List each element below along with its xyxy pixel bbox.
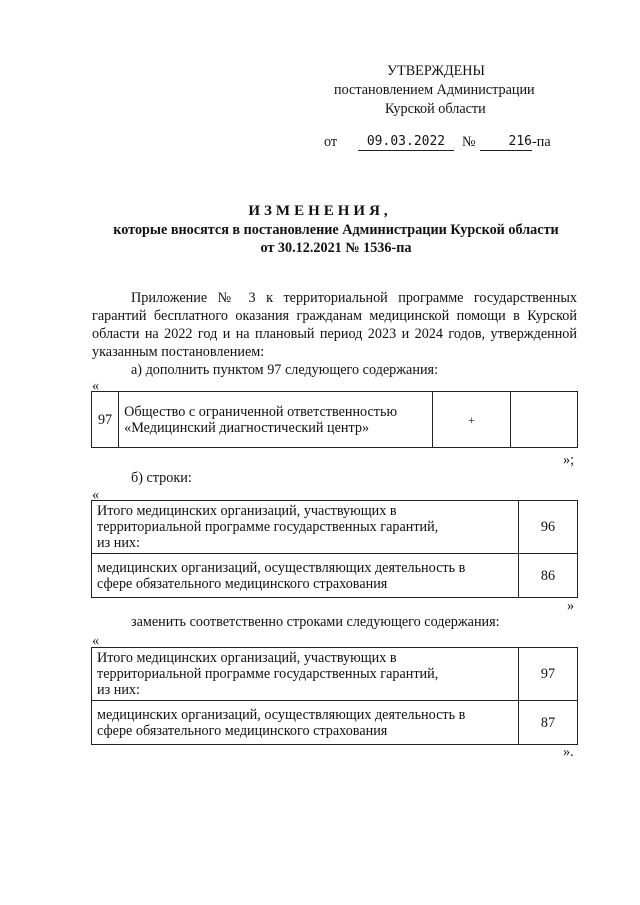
org-name-line-2: «Медицинский диагностический центр» — [124, 419, 370, 436]
org-name-line-1: Общество с ограниченной ответственностью — [124, 403, 398, 420]
row-label-line: из них: — [97, 535, 140, 551]
table-c-row2-value: 87 — [519, 701, 578, 745]
table-a-empty-cell — [510, 392, 577, 448]
row-label-line: медицинских организаций, осуществляющих деятельность в — [97, 559, 466, 576]
approval-date-row — [324, 134, 564, 154]
close-quote-c: ». — [563, 744, 574, 760]
table-row — [92, 554, 578, 598]
table-c-row1-label — [92, 648, 519, 701]
intro-line-1: Приложение № 3 к территориальной программе государственных — [131, 290, 577, 306]
table-b-row1-value: 96 — [519, 501, 578, 554]
table-a-mark: + — [433, 392, 510, 448]
table-row — [92, 501, 578, 554]
open-quote-a: « — [92, 378, 100, 394]
table-c — [91, 647, 578, 745]
row-label-line: Итого медицинских организаций, участвующих в — [97, 650, 397, 666]
close-quote-b: » — [567, 598, 575, 614]
document-title: ИЗМЕНЕНИЯ, — [248, 203, 392, 219]
approval-date: 09.03.2022 — [358, 134, 454, 151]
table-c-row2-label — [92, 701, 519, 745]
table-b-row2-label — [92, 554, 519, 598]
row-label-line: сфере обязательного медицинского страхования — [97, 575, 388, 592]
item-b-text: б) строки: — [131, 470, 192, 486]
from-label: от — [324, 134, 338, 150]
table-row — [92, 701, 578, 745]
replace-text: заменить соответственно строками следующего содержания: — [131, 614, 500, 630]
row-label-line: территориальной программе государственных гарантий, — [97, 666, 439, 682]
table-a — [91, 391, 578, 448]
table-b — [91, 500, 578, 598]
open-quote-c: « — [92, 633, 100, 649]
table-b-row1-label — [92, 501, 519, 554]
close-quote-a: »; — [563, 452, 575, 468]
open-quote-b: « — [92, 487, 100, 503]
row-label-line: из них: — [97, 682, 140, 698]
approved-heading: УТВЕРЖДЕНЫ — [387, 63, 485, 79]
title-line-2: от 30.12.2021 № 1536-па — [260, 240, 412, 256]
table-a-org-name — [119, 392, 433, 448]
title-line-1: которые вносятся в постановление Администрации Курской области — [113, 222, 559, 238]
table-c-row1-value: 97 — [519, 648, 578, 701]
row-label-line: территориальной программе государственных гарантий, — [97, 519, 439, 535]
row-label-line: Итого медицинских организаций, участвующих в — [97, 503, 397, 519]
number-suffix: -па — [532, 134, 551, 150]
intro-line-4: указанным постановлением: — [92, 344, 265, 360]
table-b-row2-value: 86 — [519, 554, 578, 598]
number-label: № — [462, 134, 476, 150]
item-a-text: а) дополнить пунктом 97 следующего содержания: — [131, 362, 439, 378]
row-label-line: сфере обязательного медицинского страхования — [97, 722, 388, 739]
approval-line-1: постановлением Администрации — [334, 82, 535, 98]
approval-number: 216 — [480, 134, 532, 151]
table-row — [92, 392, 578, 448]
approval-line-2: Курской области — [385, 101, 486, 117]
row-label-line: медицинских организаций, осуществляющих деятельность в — [97, 706, 466, 723]
intro-line-2: гарантий бесплатного оказания гражданам медицинской помощи в Курской — [92, 308, 577, 324]
table-a-number: 97 — [92, 392, 119, 448]
table-row — [92, 648, 578, 701]
intro-line-3: области на 2022 год и на плановый период 2023 и 2024 годов, утвержденной — [92, 326, 577, 342]
